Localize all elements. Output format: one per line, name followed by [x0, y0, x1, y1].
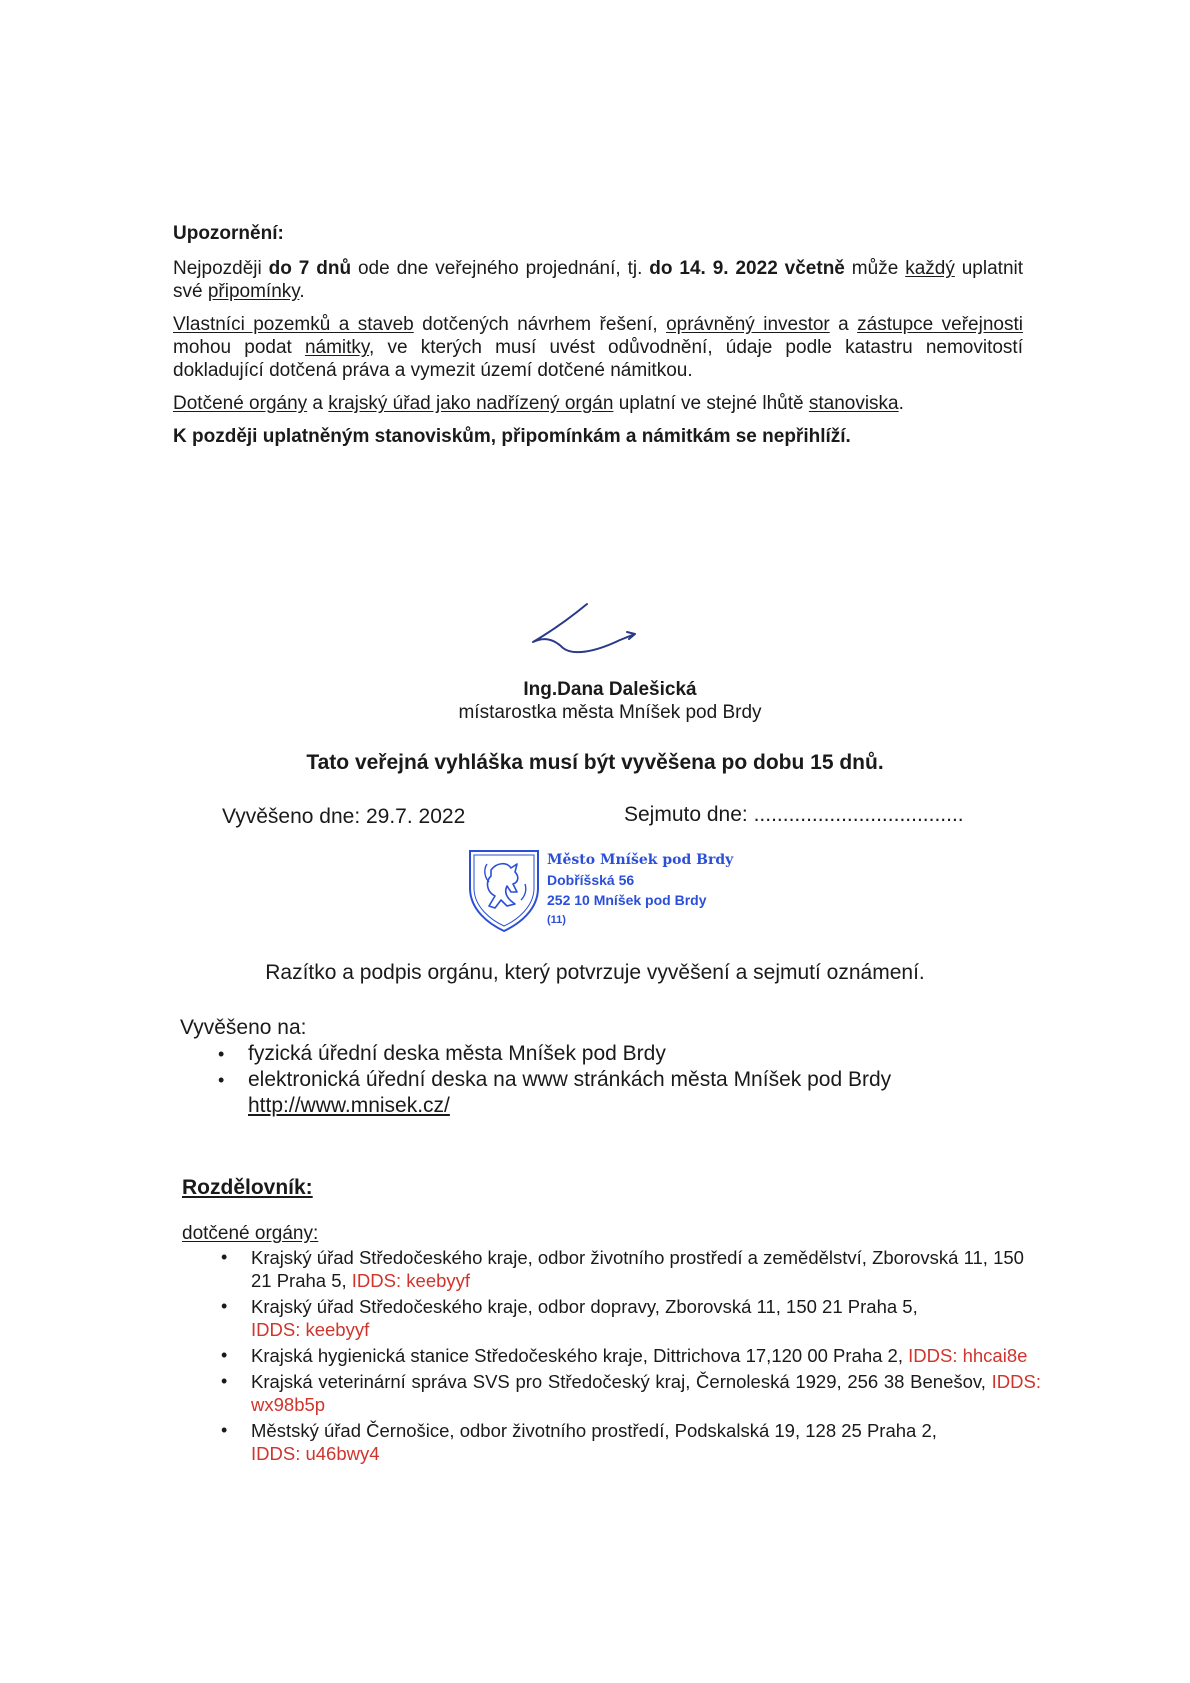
notice-section	[173, 222, 1023, 448]
list-item: • Krajský úřad Středočeského kraje, odbor životního prostředí a zemědělství, Zborovská 11, 150 21 Praha 5, IDDS: keebyyf	[221, 1247, 1024, 1291]
list-item: • elektronická úřední deska na www stránkách města Mníšek pod Brdy http://www.mnisek.cz/	[218, 1068, 892, 1117]
list-item: • Krajský úřad Středočeského kraje, odbor dopravy, Zborovská 11, 150 21 Praha 5, IDDS: keebyyf	[221, 1296, 918, 1340]
stamp-text	[547, 850, 733, 930]
bullet-icon: •	[221, 1345, 228, 1365]
notice-paragraph-3: Dotčené orgány a krajský úřad jako nadřízený orgán uplatní ve stejné lhůtě stanoviska.	[173, 393, 904, 414]
signature-scribble	[525, 600, 665, 660]
notice-heading: Upozornění:	[173, 223, 284, 244]
website-link[interactable]: http://www.mnisek.cz/	[248, 1094, 450, 1117]
bullet-icon: •	[218, 1070, 225, 1090]
distribution-subheading: dotčené orgány:	[182, 1223, 319, 1244]
notice-paragraph-1: Nejpozději do 7 dnů ode dne veřejného projednání, tj. do 14. 9. 2022 včetně může každý uplatnit své připomínky.	[173, 258, 1024, 302]
signatory-block	[400, 678, 820, 724]
stamp-line-3: 252 10 Mníšek pod Brdy	[547, 892, 707, 908]
posted-on-list	[218, 1041, 1038, 1119]
distribution-list	[221, 1246, 1041, 1468]
list-item: • Krajská hygienická stanice Středočeského kraje, Dittrichova 17,120 00 Praha 2, IDDS: hhcai8e	[221, 1345, 1028, 1366]
signatory-name: Ing.Dana Dalešická	[523, 679, 697, 700]
stamp-line-1: Město Mníšek pod Brdy	[547, 852, 734, 868]
stamp-caption: Razítko a podpis orgánu, který potvrzuje vyvěšení a sejmutí oznámení.	[265, 961, 925, 984]
notice-paragraph-2: Vlastníci pozemků a staveb dotčených návrhem řešení, oprávněný investor a zástupce veřejnosti mohou podat námitky, ve kterých musí uvést odůvodnění, údaje podle katastru nemovitostí dokladující dotčená práva a vymezit území dotčené námitkou.	[173, 314, 1023, 381]
posted-on-section	[180, 1015, 1038, 1119]
signatory-role: místarostka města Mníšek pod Brdy	[458, 702, 762, 723]
stamp-line-2: Dobříšská 56	[547, 872, 635, 888]
bullet-icon: •	[221, 1420, 228, 1440]
list-item: • fyzická úřední deska města Mníšek pod Brdy	[218, 1042, 666, 1065]
list-item: • Městský úřad Černošice, odbor životního prostředí, Podskalská 19, 128 25 Praha 2, IDDS: u46bwy4	[221, 1420, 937, 1464]
bullet-icon: •	[221, 1247, 228, 1267]
posted-on-label: Vyvěšeno na:	[180, 1016, 307, 1039]
removed-date: Sejmuto dne: ....................................	[624, 803, 964, 826]
coat-of-arms-stamp-icon	[467, 848, 541, 934]
bullet-icon: •	[221, 1296, 228, 1316]
notice-paragraph-4: K později uplatněným stanoviskům, připomínkám a námitkám se nepřihlíží.	[173, 426, 851, 447]
posted-date: Vyvěšeno dne: 29.7. 2022	[222, 805, 466, 828]
list-item: • Krajská veterinární správa SVS pro Středočeský kraj, Černoleská 1929, 256 38 Benešov, IDDS: wx98b5p	[221, 1371, 1041, 1415]
bullet-icon: •	[218, 1044, 225, 1064]
distribution-heading: Rozdělovník:	[182, 1176, 313, 1199]
stamp-line-4: (11)	[547, 914, 566, 926]
posting-notice: Tato veřejná vyhláška musí být vyvěšena po dobu 15 dnů.	[306, 751, 884, 774]
bullet-icon: •	[221, 1371, 228, 1391]
